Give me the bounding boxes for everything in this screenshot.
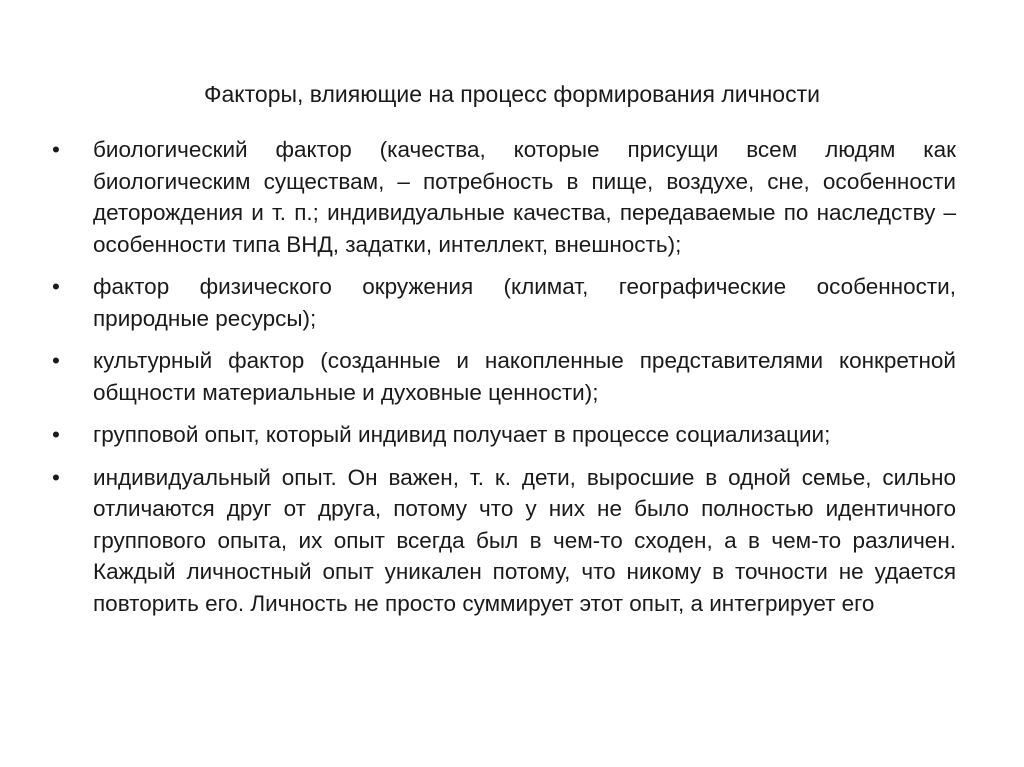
list-item-text: групповой опыт, который индивид получает в процессе социализации;: [93, 422, 831, 447]
list-item-text: биологический фактор (качества, которые присущи всем людям как биологическим существам, – потребность в пище, воздухе, сне, особенности деторождения и т. п.; индивидуальные качества, передаваемые по наследству – особенности типа ВНД, задатки, интеллект, внешность);: [93, 137, 956, 257]
slide-title: Факторы, влияющие на процесс формирования личности: [204, 81, 820, 107]
bullet-icon: •: [52, 464, 60, 490]
bullet-icon: •: [52, 137, 60, 162]
bullet-icon: •: [52, 348, 60, 373]
bullet-icon: •: [52, 422, 60, 447]
list-item: [52, 134, 956, 260]
list-item: [52, 345, 956, 408]
bullet-list: [52, 134, 956, 630]
list-item-text: индивидуальный опыт. Он важен, т. к. дети, выросшие в одной семье, сильно отличаются друг от друга, потому что у них не было полностью идентичного группового опыта, их опыт всегда был в чем-то сходен, а в чем-то различен. Каждый личностный опыт уникален потому, что никому в точности не удается повторить его. Личность не просто суммирует этот опыт, а интегрирует его: [93, 464, 956, 616]
list-item-text: фактор физического окружения (климат, географические особенности, природные ресурсы);: [93, 274, 956, 331]
bullet-icon: •: [52, 274, 60, 299]
list-item: [52, 419, 956, 451]
list-item: [52, 271, 956, 334]
list-item: [52, 462, 956, 620]
list-item-text: культурный фактор (созданные и накопленные представителями конкретной общности материальные и духовные ценности);: [93, 348, 956, 405]
